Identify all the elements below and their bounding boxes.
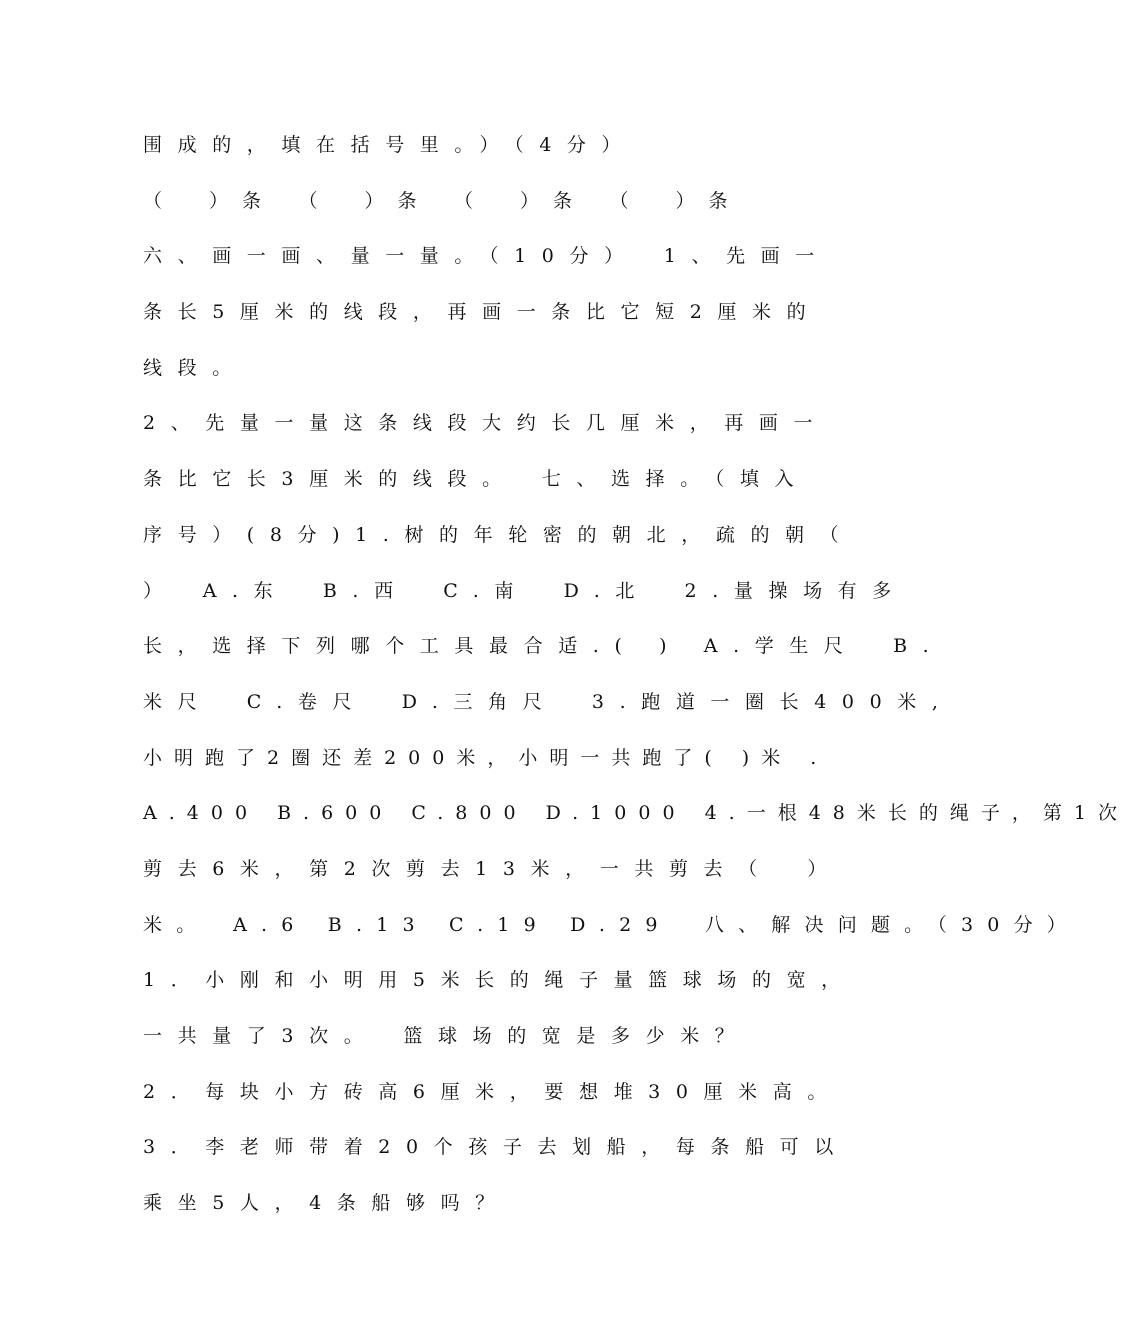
text-line: 围成的，填在括号里。）（4分） [143, 134, 637, 156]
text-line: （ ）条 （ ）条 （ ）条 （ ）条 [143, 189, 742, 212]
text-line: 米。 A.6 B.13 C.19 D.29 八、解决问题。（30分） [143, 913, 1080, 936]
text-line: 一共量了3次。 篮球场的宽是多少米？ [143, 1025, 750, 1047]
text-line: 六、画一画、量一量。（10分） 1、先画一 [143, 245, 830, 268]
text-line: 乘坐5人，4条船够吗？ [143, 1192, 510, 1215]
text-line: 条长5厘米的线段，再画一条比它短2厘米的 [143, 301, 822, 324]
text-line: ） A.东 B.西 C.南 D.北 2.量操场有多 [143, 579, 907, 602]
text-line: 2．每块小方砖高6厘米，要想堆30厘米高。 [143, 1080, 842, 1103]
text-line: 长，选择下列哪个工具最合适.( ) A.学生尺 B. [143, 635, 945, 658]
text-line: A.400 B.600 C.800 D.1000 4.一根48米长的绳子，第1次 [143, 802, 1129, 825]
text-line: 小明跑了2圈还差200米，小明一共跑了( )米 . [143, 746, 829, 769]
text-line: 序号）(8分)1.树的年轮密的朝北，疏的朝（ [143, 523, 855, 546]
text-line: 米尺 C.卷尺 D.三角尺 3.跑道一圈长400米, [143, 690, 954, 713]
text-line: 3．李老师带着20个孩子去划船，每条船可以 [143, 1136, 849, 1159]
text-line: 1．小刚和小明用5米长的绳子量篮球场的宽， [143, 969, 856, 992]
text-line: 条比它长3厘米的线段。 七、选择。（填入 [143, 468, 810, 491]
text-line: 线段。 [143, 356, 247, 379]
text-line: 剪去6米，第2次剪去13米，一共剪去（ ） [143, 857, 842, 880]
text-line: 2、先量一量这条线段大约长几厘米，再画一 [143, 412, 829, 435]
document-body [143, 130, 1129, 1244]
